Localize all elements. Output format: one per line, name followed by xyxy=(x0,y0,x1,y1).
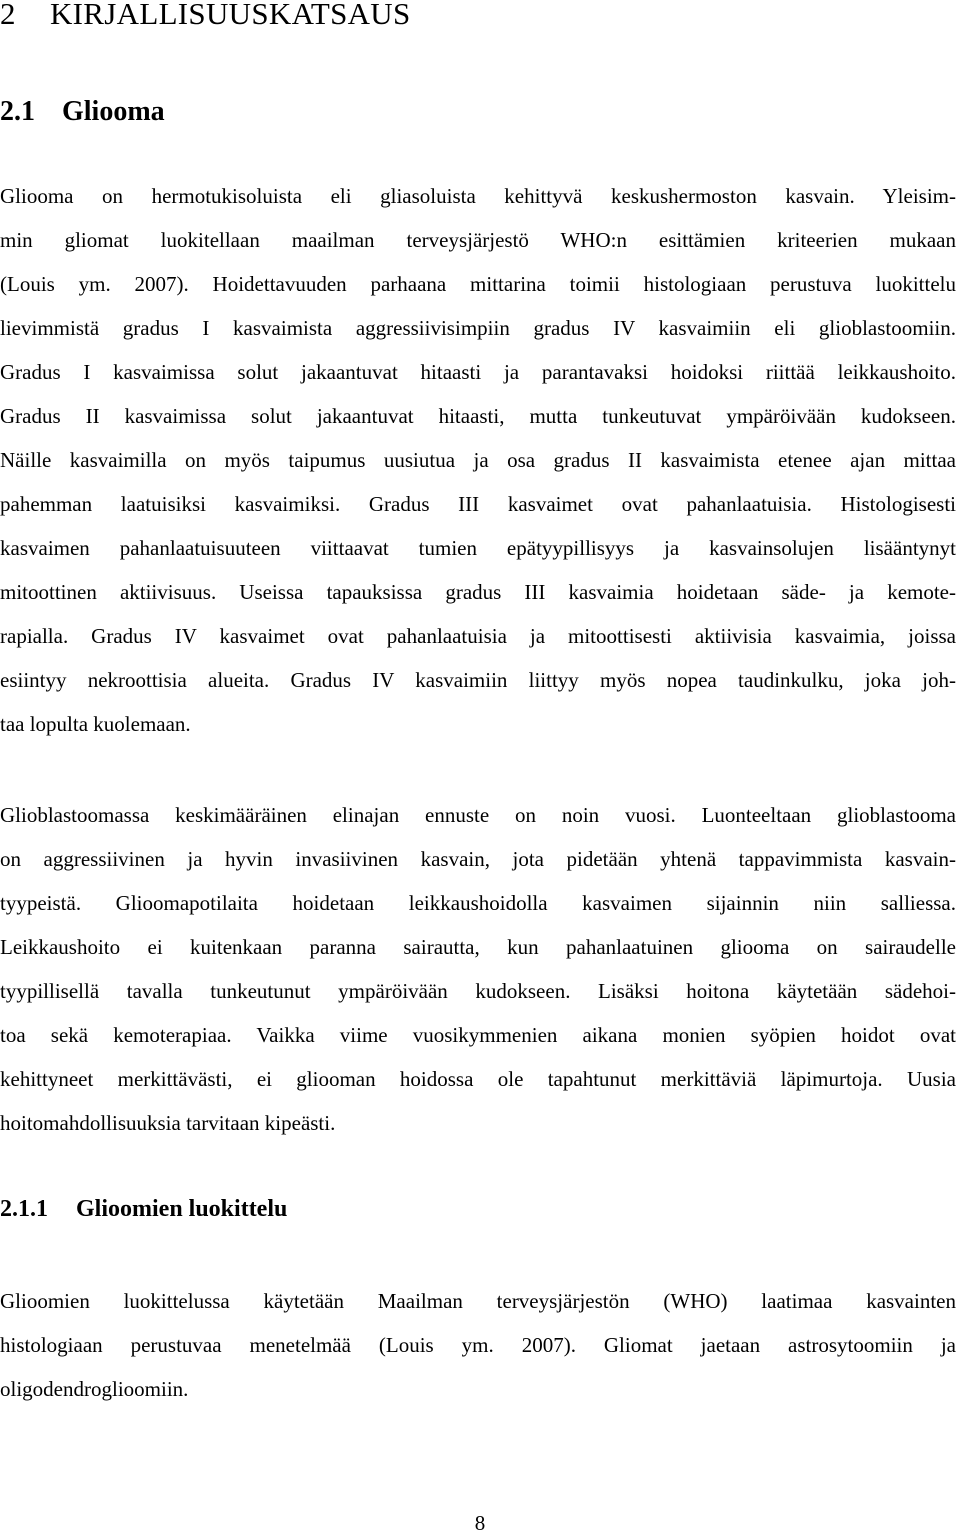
text-line: tyypeistä. Glioomapotilaita hoidetaan leikkaushoidolla kasvaimen sijainnin niin salliessa. xyxy=(0,891,956,915)
text-line: taa lopulta kuolemaan. xyxy=(0,712,191,736)
chapter-title: KIRJALLISUUSKATSAUS xyxy=(50,0,411,31)
text-line: Näille kasvaimilla on myös taipumus uusiutua ja osa gradus II kasvaimista etenee ajan mittaa xyxy=(0,448,956,472)
text-line: esiintyy nekroottisia alueita. Gradus IV kasvaimiin liittyy myös nopea taudinkulku, joka joh- xyxy=(0,668,956,692)
text-line: Glioomien luokittelussa käytetään Maailman terveysjärjestön (WHO) laatimaa kasvainten xyxy=(0,1289,956,1313)
section-title: Gliooma xyxy=(62,96,165,127)
section-heading xyxy=(0,94,165,130)
chapter-number: 2 xyxy=(0,0,16,31)
text-line: mitoottinen aktiivisuus. Useissa tapauksissa gradus III kasvaimia hoidetaan säde- ja kemote- xyxy=(0,580,956,604)
subsection-number: 2.1.1 xyxy=(0,1196,48,1222)
text-line: kehittyneet merkittävästi, ei gliooman hoidossa ole tapahtunut merkittäviä läpimurtoja. Uusia xyxy=(0,1067,956,1091)
text-line: min gliomat luokitellaan maailman terveysjärjestö WHO:n esittämien kriteerien mukaan xyxy=(0,228,956,252)
text-line: tyypillisellä tavalla tunkeutunut ympäröivään kudokseen. Lisäksi hoitona käytetään sädehoi- xyxy=(0,979,956,1003)
chapter-heading xyxy=(0,0,411,34)
text-line: hoitomahdollisuuksia tarvitaan kipeästi. xyxy=(0,1111,336,1135)
text-line: Gradus II kasvaimissa solut jakaantuvat hitaasti, mutta tunkeutuvat ympäröivään kudokseen. xyxy=(0,404,956,428)
text-line: on aggressiivinen ja hyvin invasiivinen kasvain, jota pidetään yhtenä tappavimmista kasvain- xyxy=(0,847,956,871)
text-line: Gradus I kasvaimissa solut jakaantuvat hitaasti ja parantavaksi hoidoksi riittää leikkaushoito. xyxy=(0,360,956,384)
text-line: toa sekä kemoterapiaa. Vaikka viime vuosikymmenien aikana monien syöpien hoidot ovat xyxy=(0,1023,956,1047)
subsection-heading xyxy=(0,1193,287,1225)
text-line: kasvaimen pahanlaatuisuuteen viittaavat tumien epätyypillisyys ja kasvainsolujen lisääntynyt xyxy=(0,536,956,560)
section-number: 2.1 xyxy=(0,96,35,127)
text-line: lievimmistä gradus I kasvaimista aggressiivisimpiin gradus IV kasvaimiin eli glioblastoomiin. xyxy=(0,316,956,340)
text-line: histologiaan perustuvaa menetelmää (Louis ym. 2007). Gliomat jaetaan astrosytoomiin ja xyxy=(0,1333,956,1357)
text-line: Leikkaushoito ei kuitenkaan paranna sairautta, kun pahanlaatuinen gliooma on sairaudelle xyxy=(0,935,956,959)
page-number: 8 xyxy=(474,1511,486,1535)
text-line: rapialla. Gradus IV kasvaimet ovat pahanlaatuisia ja mitoottisesti aktiivisia kasvaimia, joissa xyxy=(0,624,956,648)
text-line: (Louis ym. 2007). Hoidettavuuden parhaana mittarina toimii histologiaan perustuva luokittelu xyxy=(0,272,956,296)
text-line: Glioblastoomassa keskimääräinen elinajan ennuste on noin vuosi. Luonteeltaan glioblastooma xyxy=(0,803,956,827)
text-line: Gliooma on hermotukisoluista eli gliasoluista kehittyvä keskushermoston kasvain. Yleisim- xyxy=(0,184,956,208)
text-line: pahemman laatuisiksi kasvaimiksi. Gradus III kasvaimet ovat pahanlaatuisia. Histologisesti xyxy=(0,492,956,516)
text-line: oligodendroglioomiin. xyxy=(0,1377,189,1401)
subsection-title: Glioomien luokittelu xyxy=(76,1196,288,1222)
